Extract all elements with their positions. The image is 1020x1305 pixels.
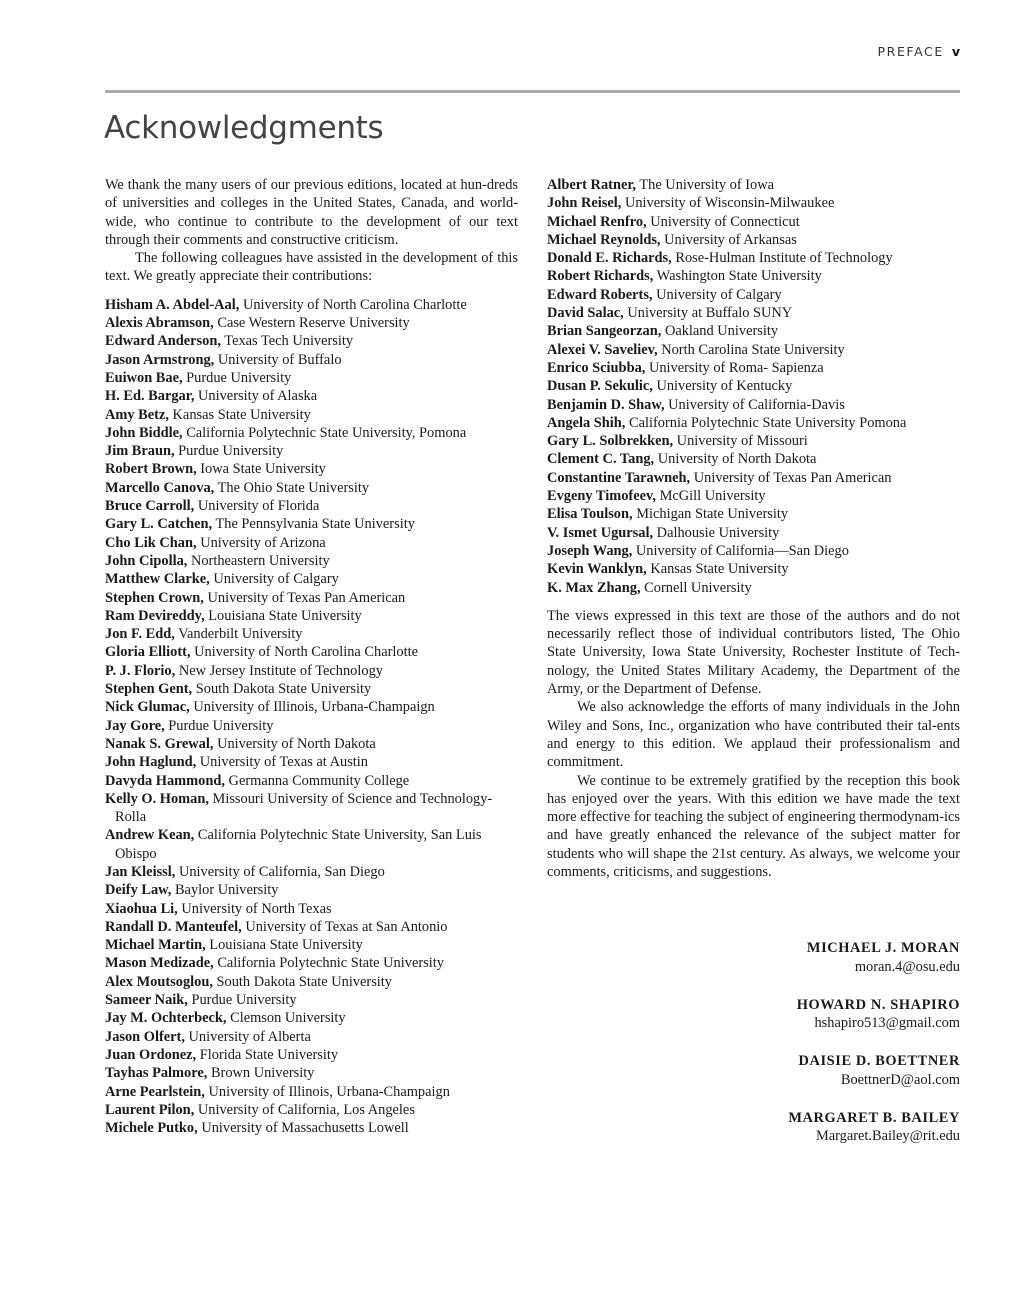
contributor-name: Andrew Kean, [105,827,195,844]
contributor-affiliation: Louisiana State University [204,607,362,624]
contributor-name: Marcello Canova, [105,479,215,496]
contributor-entry [105,296,518,314]
contributor-name: Michael Reynolds, [547,231,661,248]
contributor-affiliation: Germanna Community College [224,772,410,789]
contributor-affiliation: South Dakota State University [192,681,372,698]
contributor-affiliation: University of Buffalo [214,351,342,368]
contributor-entry [547,377,960,395]
contributor-entry [105,625,518,643]
contributor-name: Donald E. Richards, [547,250,672,267]
author-email: hshapiro513@gmail.com [814,1015,960,1032]
contributor-affiliation: University of Calgary [209,571,339,588]
contributor-name: Jim Braun, [105,443,175,460]
contributor-entry [547,487,960,505]
contributor-affiliation: University of Florida [194,498,320,515]
contributor-affiliation: California Polytechnic State University, Pomona [182,424,467,441]
contributor-name: John Reisel, [547,195,622,212]
contributor-entry [105,1046,518,1064]
contributor-affiliation: University of California-Davis [664,396,845,413]
contributor-name: H. Ed. Bargar, [105,388,195,405]
contributor-entry [105,460,518,478]
contributor-entry [105,552,518,570]
contributor-entry [105,607,518,625]
contributor-list [547,176,960,597]
contributor-name: Jon F. Edd, [105,626,175,643]
contributor-name: Albert Ratner, [547,177,636,193]
contributor-affiliation: University of Calgary [652,286,782,303]
closing-paragraph: We also acknowledge the efforts of many individuals in the John Wiley and Sons, Inc., organization who have contributed their tal-ents and energy to this edition. We applaud their professionalism and commitment. [547,699,960,771]
contributor-affiliation: McGill University [656,488,766,505]
contributor-name: Ram Devireddy, [105,607,205,624]
section-label: PREFACE [877,44,944,59]
intro-paragraph: We thank the many users of our previous editions, located at hun-dreds of universities and colleges in the United States, Canada, and world-wide, who continue to contribute to the development of our text through their comments and constructive criticism. [105,177,518,248]
contributor-affiliation: University of Missouri [673,433,808,450]
contributor-name: Michael Martin, [105,937,206,954]
contributor-entry [105,918,518,936]
contributor-name: V. Ismet Ugursal, [547,524,654,541]
contributor-entry [105,534,518,552]
contributor-affiliation: California Polytechnic State University [213,955,444,972]
contributor-entry [105,881,518,899]
contributor-affiliation: Missouri University of Science and Technology-Rolla [115,790,493,826]
contributor-entry [547,542,960,560]
contributor-affiliation: University of Alberta [184,1028,311,1045]
contributor-name: Stephen Gent, [105,681,193,698]
contributor-affiliation: Clemson University [226,1010,346,1027]
contributor-name: David Salac, [547,305,624,322]
contributor-affiliation: Purdue University [164,717,274,734]
contributor-entry [105,1028,518,1046]
author-email: Margaret.Bailey@rit.edu [815,1128,960,1145]
contributor-affiliation: Michigan State University [632,506,789,523]
contributor-affiliation: University of Wisconsin-Milwaukee [621,195,835,212]
contributor-entry [547,359,960,377]
intro-paragraph: The following colleagues have assisted in the development of this text. We greatly appreciate their contributions: [105,250,518,285]
left-column [105,176,518,1137]
contributor-affiliation: University of Arkansas [660,231,797,248]
contributor-name: Brian Sangeorzan, [547,323,662,340]
contributor-entry [547,432,960,450]
contributor-affiliation: Kansas State University [168,406,311,423]
contributor-name: Juan Ordonez, [105,1046,197,1063]
contributor-affiliation: University of North Dakota [654,451,817,468]
contributor-name: Hisham A. Abdel-Aal, [105,296,240,313]
contributor-affiliation: California Polytechnic State University Pomona [625,414,907,431]
contributor-name: Joseph Wang, [547,542,633,559]
contributor-affiliation: The Ohio State University [214,479,370,496]
contributor-affiliation: Northeastern University [187,552,330,569]
contributor-affiliation: Kansas State University [646,561,789,578]
contributor-entry [105,515,518,533]
contributor-affiliation: University of California—San Diego [632,542,849,559]
contributor-affiliation: University of California, San Diego [175,863,385,880]
contributor-affiliation: Purdue University [182,369,292,386]
contributor-name: Sameer Naik, [105,992,188,1009]
contributor-entry [547,505,960,523]
contributor-name: Evgeny Timofeev, [547,488,656,505]
contributor-affiliation: Oakland University [661,323,779,340]
contributor-entry [105,351,518,369]
contributor-affiliation: University of California, Los Angeles [194,1101,415,1118]
contributor-entry [105,954,518,972]
contributor-entry [105,753,518,771]
contributor-entry [547,579,960,597]
closing-paragraph: The views expressed in this text are those of the authors and do not necessarily reflect those of individual contributors listed, The Ohio State University, Iowa State University, Rochester Institute of Tech-nology, the United States Military Academy, the Department of the Army, or the Department of Defense. [547,607,960,698]
contributor-affiliation: University of Arizona [196,534,326,551]
contributor-name: John Biddle, [105,424,183,441]
contributor-entry [547,396,960,414]
contributor-affiliation: Texas Tech University [220,333,354,350]
contributor-affiliation: Case Western Reserve University [213,315,410,332]
closing-paragraph: We continue to be extremely gratified by the reception this book has enjoyed over the years. With this edition we have made the text more effective for teaching the subject of engineering thermodynam-ics and have greatly enhanced the relevance of the subject matter for students who will shape the 21st century. As always, we welcome your comments, criticisms, and suggestions. [547,772,960,880]
contributor-affiliation: Purdue University [174,443,284,460]
contributor-entry [547,213,960,231]
header-rule [105,90,960,93]
contributor-entry [105,826,518,863]
contributor-name: Michele Putko, [105,1120,198,1137]
contributor-affiliation: Cornell University [640,579,752,596]
contributor-name: Jay M. Ochterbeck, [105,1010,227,1027]
contributor-affiliation: Vanderbilt University [174,626,303,643]
contributor-name: Angela Shih, [547,414,626,431]
contributor-name: Jan Kleissl, [105,863,176,880]
contributor-affiliation: Iowa State University [196,461,326,478]
contributor-name: Matthew Clarke, [105,571,210,588]
contributor-entry [547,176,960,194]
contributor-entry [105,900,518,918]
contributor-entry [105,662,518,680]
contributor-affiliation: University of Roma- Sapienza [645,359,824,376]
contributor-affiliation: University of Illinois, Urbana-Champaign [204,1083,450,1100]
contributor-affiliation: Brown University [207,1065,315,1082]
contributor-entry [105,717,518,735]
contributor-entry [105,424,518,442]
page-number: v [951,44,960,59]
contributor-affiliation: University of Texas at San Antonio [241,918,448,935]
contributor-name: Edward Roberts, [547,286,653,303]
author-name: DAISIE D. BOETTNER [798,1053,960,1070]
contributor-entry [105,1064,518,1082]
contributor-name: Alex Moutsoglou, [105,973,213,990]
contributor-name: Kevin Wanklyn, [547,561,647,578]
contributor-affiliation: University of Massachusetts Lowell [197,1120,409,1137]
contributor-name: Euiwon Bae, [105,369,183,386]
contributor-name: Michael Renfro, [547,213,647,230]
contributor-name: Xiaohua Li, [105,900,178,917]
contributor-entry [547,414,960,432]
contributor-entry [547,341,960,359]
contributor-entry [105,332,518,350]
contributor-affiliation: University of Texas at Austin [196,754,368,771]
contributor-entry [105,936,518,954]
contributor-entry [547,194,960,212]
contributor-name: K. Max Zhang, [547,579,641,596]
contributor-affiliation: University of Alaska [194,388,318,405]
contributor-name: Jason Armstrong, [105,351,215,368]
contributor-entry [547,524,960,542]
contributor-name: Kelly O. Homan, [105,790,209,807]
contributor-name: Bruce Carroll, [105,498,195,515]
contributor-name: Constantine Tarawneh, [547,469,691,486]
contributor-entry [105,479,518,497]
contributor-entry [105,643,518,661]
contributor-affiliation: Baylor University [171,882,279,899]
contributor-name: Alexei V. Saveliev, [547,341,658,358]
contributor-entry [105,1101,518,1119]
contributor-name: Robert Richards, [547,268,654,285]
contributor-affiliation: University of Connecticut [646,213,800,230]
contributor-entry [547,469,960,487]
contributor-entry [547,322,960,340]
contributor-affiliation: University of Texas Pan American [690,469,892,486]
contributor-affiliation: Purdue University [187,992,297,1009]
contributor-entry [547,231,960,249]
contributor-entry [547,267,960,285]
contributor-list [105,296,518,1138]
author-email: moran.4@osu.edu [854,958,960,975]
contributor-name: Tayhas Palmore, [105,1065,208,1082]
contributor-entry [547,560,960,578]
contributor-entry [547,450,960,468]
author-name: MARGARET B. BAILEY [788,1110,960,1127]
contributor-name: Benjamin D. Shaw, [547,396,665,413]
contributor-affiliation: Louisiana State University [205,937,363,954]
contributor-entry [105,973,518,991]
contributor-name: P. J. Florio, [105,662,176,679]
contributor-name: Edward Anderson, [105,333,221,350]
contributor-entry [105,790,518,827]
contributor-affiliation: New Jersey Institute of Technology [175,662,383,679]
contributor-entry [105,1119,518,1137]
contributor-affiliation: The Pennsylvania State University [212,516,415,533]
author-name: MICHAEL J. MORAN [806,940,960,957]
author-name: HOWARD N. SHAPIRO [796,996,960,1013]
contributor-affiliation: The University of Iowa [636,177,775,193]
contributor-name: Robert Brown, [105,461,197,478]
contributor-name: Jason Olfert, [105,1028,185,1045]
contributor-entry [105,1009,518,1027]
contributor-affiliation: University of Texas Pan American [203,589,406,606]
contributor-name: Davyda Hammond, [105,772,225,789]
contributor-entry [547,249,960,267]
contributor-affiliation: California Polytechnic State University, San Luis Obispo [115,827,482,862]
contributor-name: Arne Pearlstein, [105,1083,205,1100]
contributor-affiliation: University of Kentucky [652,378,793,395]
contributor-name: Mason Medizade, [105,955,214,972]
contributor-affiliation: University at Buffalo SUNY [623,305,793,322]
contributor-entry [105,735,518,753]
contributor-name: Gary L. Catchen, [105,516,213,533]
contributor-affiliation: Dalhousie University [653,524,780,541]
contributor-name: Stephen Crown, [105,589,204,606]
contributor-name: Randall D. Manteufel, [105,918,242,935]
contributor-name: Gloria Elliott, [105,644,191,661]
contributor-affiliation: University of North Dakota [213,735,376,752]
contributor-entry [105,991,518,1009]
contributor-name: John Haglund, [105,754,197,771]
contributor-affiliation: University of North Carolina Charlotte [190,644,418,661]
author-signature [547,996,960,1033]
contributor-entry [105,387,518,405]
contributor-name: Nanak S. Grewal, [105,735,214,752]
contributor-affiliation: North Carolina State University [657,341,845,358]
contributor-affiliation: Rose-Hulman Institute of Technology [671,250,893,267]
contributor-entry [105,589,518,607]
contributor-name: Deify Law, [105,882,172,899]
contributor-entry [547,304,960,322]
running-header [878,44,960,59]
contributor-entry [105,314,518,332]
contributor-name: Dusan P. Sekulic, [547,378,653,395]
contributor-entry [105,497,518,515]
contributor-name: Enrico Sciubba, [547,359,646,376]
contributor-entry [105,442,518,460]
author-signature [547,939,960,976]
contributor-name: Amy Betz, [105,406,169,423]
page-title: Acknowledgments [104,110,384,146]
contributor-affiliation: Washington State University [653,268,822,285]
contributor-entry [105,570,518,588]
contributor-name: Nick Glumac, [105,699,190,716]
contributor-affiliation: South Dakota State University [212,973,392,990]
contributor-name: Elisa Toulson, [547,506,633,523]
contributor-affiliation: University of Illinois, Urbana-Champaign [189,699,435,716]
right-column [547,176,960,1166]
contributor-entry [105,863,518,881]
contributor-name: Gary L. Solbrekken, [547,433,674,450]
contributor-name: Laurent Pilon, [105,1101,195,1118]
contributor-entry [105,680,518,698]
contributor-name: John Cipolla, [105,552,188,569]
author-signature [547,1052,960,1089]
author-email: BoettnerD@aol.com [840,1071,960,1088]
contributor-affiliation: Florida State University [196,1046,339,1063]
contributor-entry [105,369,518,387]
contributor-entry [105,772,518,790]
contributor-name: Clement C. Tang, [547,451,655,468]
contributor-entry [547,286,960,304]
contributor-name: Alexis Abramson, [105,315,214,332]
contributor-name: Jay Gore, [105,717,165,734]
contributor-entry [105,698,518,716]
contributor-affiliation: University of North Texas [177,900,332,917]
author-signature [547,1109,960,1146]
contributor-name: Cho Lik Chan, [105,534,197,551]
contributor-entry [105,406,518,424]
contributor-affiliation: University of North Carolina Charlotte [239,296,467,313]
author-signatures [547,939,960,1145]
contributor-entry [105,1083,518,1101]
